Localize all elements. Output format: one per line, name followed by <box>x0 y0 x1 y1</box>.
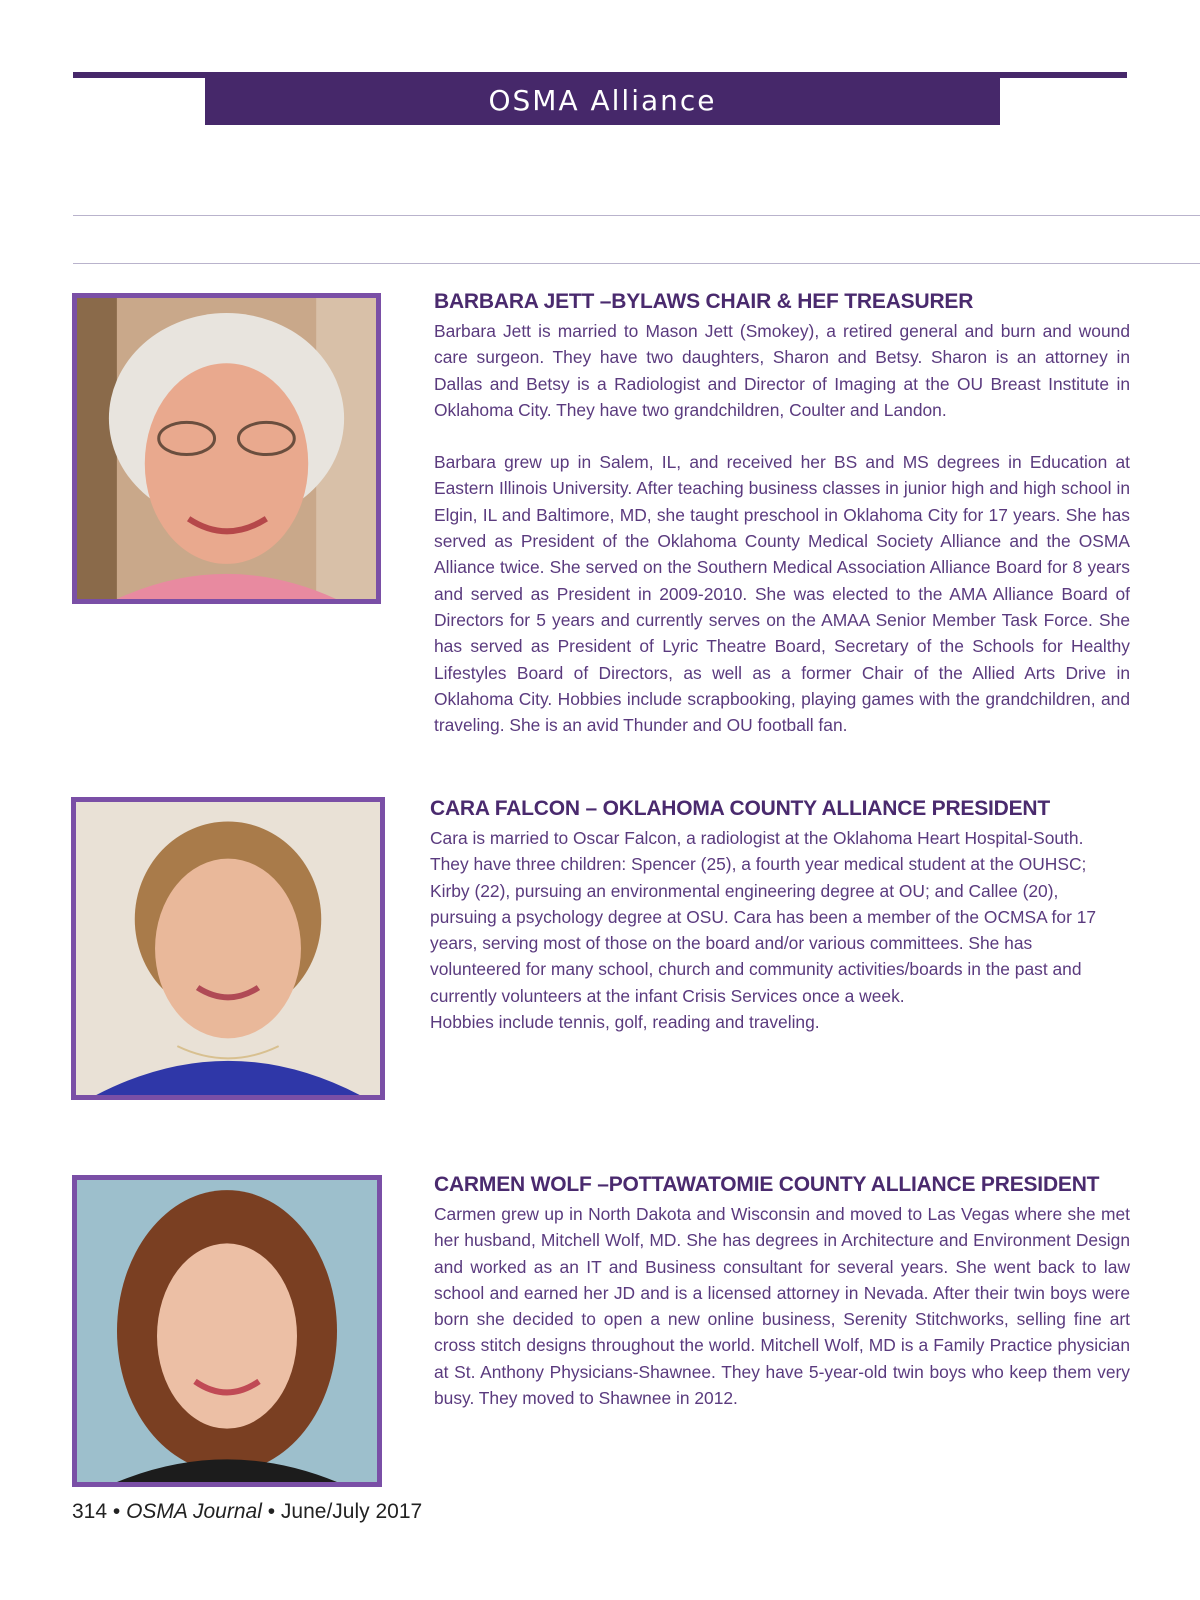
profile-paragraph: Barbara grew up in Salem, IL, and received her BS and MS degrees in Education at Eastern Illinois University. After teaching business classes in junior high and high school in Elgin, IL and Baltimore, MD, she taught preschool in Oklahoma City for 17 years. She has served as President of the Oklahoma County Medical Society Alliance and the OSMA Alliance twice. She served on the Southern Medical Association Alliance Board for 8 years and served as President in 2009-2010. She was elected to the AMA Alliance Board of Directors for 5 years and currently serves on the AMAA Senior Member Task Force. She has served as President of Lyric Theatre Board, Secretary of the Schools for Healthy Lifestyles Board of Directors, as well as a former Chair of the Allied Arts Drive in Oklahoma City. Hobbies include scrapbooking, playing games with the grandchildren, and traveling. She is an avid Thunder and OU football fan. <box>434 452 1130 736</box>
profile-paragraph: Barbara Jett is married to Mason Jett (Smokey), a retired general and burn and wound care surgeon. They have two daughters, Sharon and Betsy. Sharon is an attorney in Dallas and Betsy is a Radiologist and Director of Imaging at the OU Breast Institute in Oklahoma City. They have two grandchildren, Coulter and Landon. <box>434 321 1130 420</box>
profile-heading: CARA FALCON – OKLAHOMA COUNTY ALLIANCE PRESIDENT <box>430 797 1051 820</box>
profile-heading: BARBARA JETT –BYLAWS CHAIR & HEF TREASURER <box>434 290 974 313</box>
journal-name: OSMA Journal <box>126 1500 262 1523</box>
section-title: OSMA Alliance <box>488 84 717 117</box>
divider-rule <box>73 263 1200 264</box>
page-number: 314 <box>72 1500 108 1523</box>
page-footer <box>72 1500 422 1524</box>
portrait-image <box>77 1180 377 1482</box>
profile-photo-barbara-jett <box>72 293 381 604</box>
profile-paragraph: Hobbies include tennis, golf, reading and traveling. <box>430 1012 820 1033</box>
profile-heading: CARMEN WOLF –POTTAWATOMIE COUNTY ALLIANCE PRESIDENT <box>434 1173 1100 1196</box>
profile-carmen-wolf <box>434 1173 1130 1411</box>
portrait-image <box>77 298 376 599</box>
profile-photo-carmen-wolf <box>72 1175 382 1487</box>
issue-date: June/July 2017 <box>280 1500 423 1523</box>
portrait-image <box>76 802 380 1095</box>
profile-paragraph: Cara is married to Oscar Falcon, a radiologist at the Oklahoma Heart Hospital-South. They have three children: Spencer (25), a fourth year medical student at the OUHSC; Kirby (22), pursuing an environmental engineering degree at OU; and Callee (20), pursuing a psychology degree at OSU. Cara has been a member of the OCMSA for 17 years, serving most of those on the board and/or various committees. She has volunteered for many school, church and community activities/boards in the past and currently volunteers at the infant Crisis Services once a week. <box>430 828 1097 1006</box>
profile-barbara-jett <box>434 290 1130 738</box>
footer-bullet: • <box>112 1500 121 1523</box>
divider-rule <box>73 215 1200 216</box>
footer-bullet: • <box>267 1500 276 1523</box>
section-header <box>205 76 1000 125</box>
profile-cara-falcon <box>430 797 1126 1035</box>
profile-photo-cara-falcon <box>71 797 385 1100</box>
profile-paragraph: Carmen grew up in North Dakota and Wisconsin and moved to Las Vegas where she met her husband, Mitchell Wolf, MD. She has degrees in Architecture and Environment Design and worked as an IT and Business consultant for several years. She went back to law school and earned her JD and is a licensed attorney in Nevada. After their twin boys were born she decided to open a new online business, Serenity Stitchworks, selling fine art cross stitch designs throughout the world. Mitchell Wolf, MD is a Family Practice physician at St. Anthony Physicians-Shawnee. They have 5-year-old twin boys who keep them very busy. They moved to Shawnee in 2012. <box>434 1204 1130 1409</box>
